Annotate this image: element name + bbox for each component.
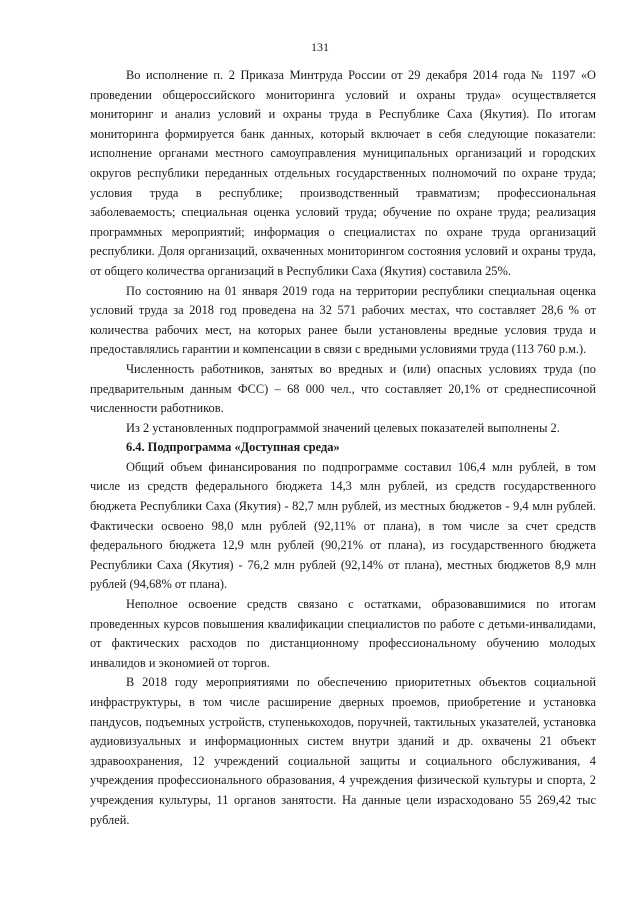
page-body xyxy=(90,66,596,830)
paragraph-hazardous-workers: Численность работников, занятых во вредных и (или) опасных условиях труда (по предварительным данным ФСС) – 68 000 чел., что составляет 20,1% от среднесписочной численности работников. xyxy=(90,361,596,416)
page-number: 131 xyxy=(311,40,329,54)
paragraph-infrastructure: В 2018 году мероприятиями по обеспечению приоритетных объектов социальной инфраструктуры, в том числе расширение дверных проемов, приобретение и установка пандусов, подъемных устройств, ступенькоходов, поручней, тактильных указателей, установка аудиовизуальных и информационных систем внутри зданий и др. охвачены 21 объект здравоохранения, 12 учреждений социальной защиты и социального обслуживания, 4 учреждения профессионального образования, 4 учреждения физической культуры и спорта, 2 учреждения культуры, 11 органов занятости. На данные цели израсходовано 55 269,42 тыс рублей. xyxy=(90,675,596,827)
paragraph-targets-met: Из 2 установленных подпрограммой значений целевых показателей выполнены 2. xyxy=(126,420,560,435)
paragraph-monitoring: Во исполнение п. 2 Приказа Минтруда России от 29 декабря 2014 года № 1197 «О проведении общероссийского мониторинга условий и охраны труда» осуществляется мониторинг и анализ условий и охраны труда в Республике Саха (Якутия). По итогам мониторинга формируется банк данных, который включает в себя следующие показатели: исполнение органами местного самоуправления муниципальных организаций и городских округов республики переданных отдельных государственных полномочий по охране труда; условия труда в республике; производственный травматизм; профессиональная заболеваемость; специальная оценка условий труда; обучение по охране труда; реализация программных мероприятий; информация о специалистах по охране труда организаций республики. Доля организаций, охваченных мониторингом состояния условий и охраны труда, от общего количества организаций в Республики Саха (Якутия) составила 25%. xyxy=(90,68,596,278)
section-heading: 6.4. Подпрограмма «Доступная среда» xyxy=(126,440,340,455)
paragraph-special-assessment: По состоянию на 01 января 2019 года на территории республики специальная оценка условий труда за 2018 год проведена на 32 571 рабочих местах, что составляет 28,6 % от количества рабочих мест, на которых ранее были установлены вредные условия труда и предоставлялись гарантии и компенсации в связи с вредными условиями труда (113 760 р.м.). xyxy=(90,283,596,357)
paragraph-underspending: Неполное освоение средств связано с остатками, образовавшимися по итогам проведенных курсов повышения квалификации специалистов по работе с детьми-инвалидами, от фактических расходов по дистанционному профессиональному обучению молодых инвалидов и экономией от торгов. xyxy=(90,597,596,670)
paragraph-financing: Общий объем финансирования по подпрограмме составил 106,4 млн рублей, в том числе из средств федерального бюджета 14,3 млн рублей, из средств государственного бюджета Республики Саха (Якутия) - 82,7 млн рублей, из местных бюджетов - 9,4 млн рублей. Фактически освоено 98,0 млн рублей (92,11% от плана), в том числе за счет средств федерального бюджета 12,9 млн рублей (90,21% от плана), из государственного бюджета Республики Саха (Якутия) - 76,2 млн рублей (92,14% от плана), местных бюджетов 8,9 млн рублей (94,68% от плана). xyxy=(90,459,596,592)
